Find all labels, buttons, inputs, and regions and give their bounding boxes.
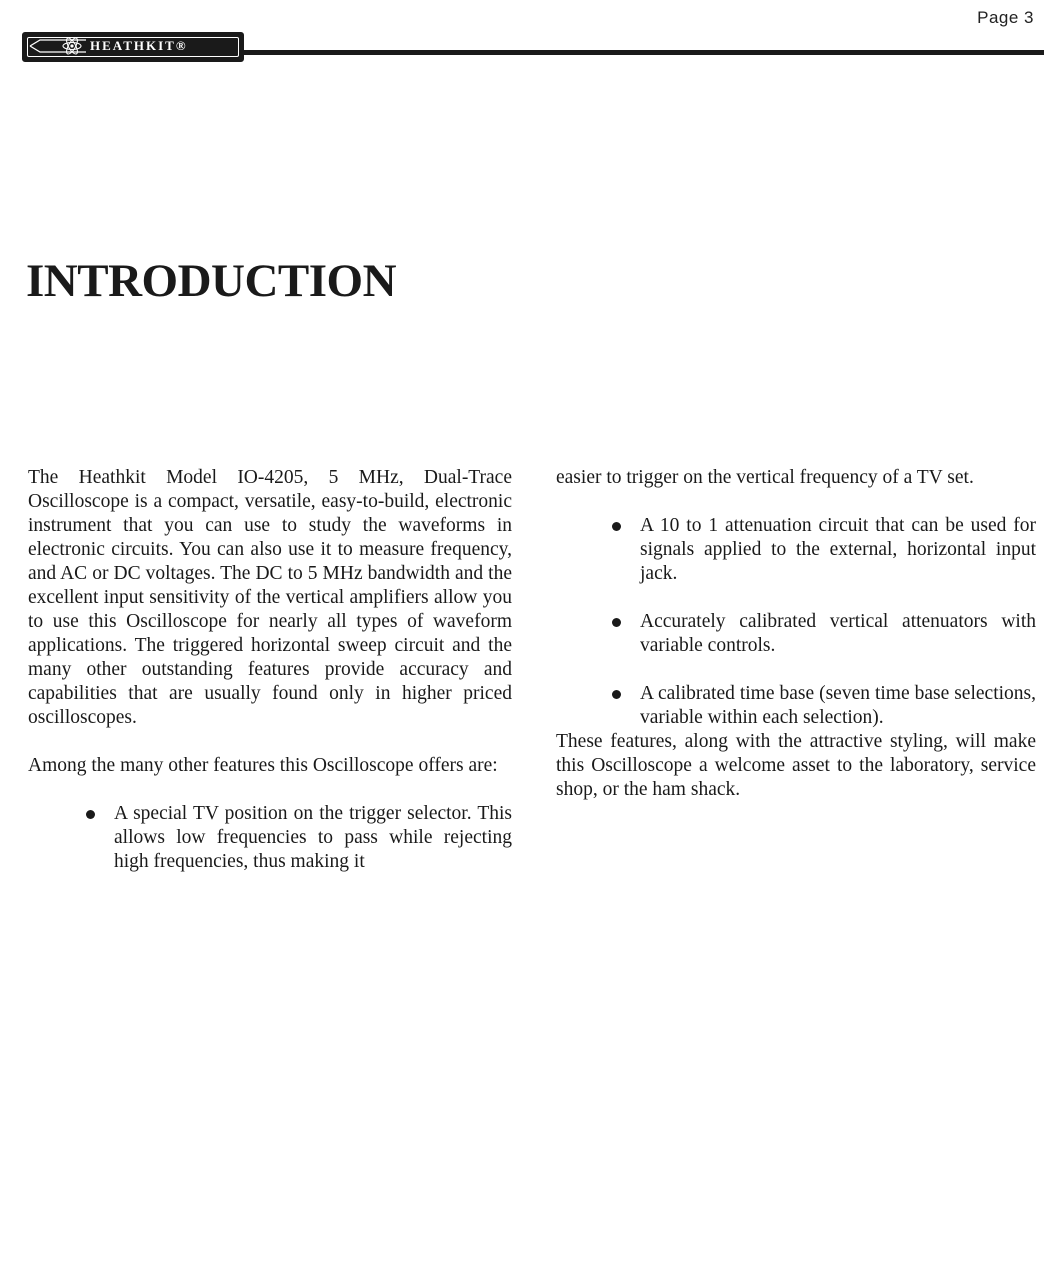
header-rule [242,50,1044,55]
closing-paragraph: These features, along with the attractive styling, will make this Oscilloscope a welcome asset to the laboratory, service shop, or the ham shack. [556,731,1036,800]
list-item [610,610,1036,658]
feature-vertical-attenuators: Accurately calibrated vertical attenuators with variable controls. [640,611,1036,656]
list-item [610,514,1036,586]
feature-time-base: A calibrated time base (seven time base selections, variable within each selection). [640,683,1036,728]
feature-list-right [610,514,1036,730]
arrow-atom-icon [28,35,88,57]
intro-paragraph: The Heathkit Model IO-4205, 5 MHz, Dual-Trace Oscilloscope is a compact, versatile, easy-to-build, electronic instrument that you can use to study the waveforms in electronic circuits. You can also use it to measure frequency, and AC or DC voltages. The DC to 5 MHz bandwidth and the excellent input sensitivity of the vertical amplifiers allow you to use this Oscilloscope for nearly all types of waveform applications. The triggered horizontal sweep circuit and the many other outstanding features provide accuracy and capabilities that are usually found only in higher priced oscilloscopes. [28,467,512,728]
feature-list-left [84,802,512,874]
feature-attenuation: A 10 to 1 attenuation circuit that can be used for signals applied to the external, horizontal input jack. [640,515,1036,584]
heathkit-logo [22,32,244,62]
list-item [610,682,1036,730]
features-lead-paragraph: Among the many other features this Oscilloscope offers are: [28,755,498,776]
feature-tv-trigger-continued: easier to trigger on the vertical frequency of a TV set. [556,467,974,488]
logo-text: HEATHKIT® [90,38,188,53]
right-column [556,466,1036,802]
list-item [84,802,512,874]
bullet-dot-icon [86,810,95,819]
left-column [28,466,512,874]
bullet-dot-icon [612,690,621,699]
bullet-dot-icon [612,522,621,531]
page-number: Page 3 [977,8,1034,27]
bullet-dot-icon [612,618,621,627]
feature-tv-trigger: A special TV position on the trigger selector. This allows low frequencies to pass while rejecting high frequencies, thus making it [114,803,512,872]
page-title: INTRODUCTION [26,255,397,307]
